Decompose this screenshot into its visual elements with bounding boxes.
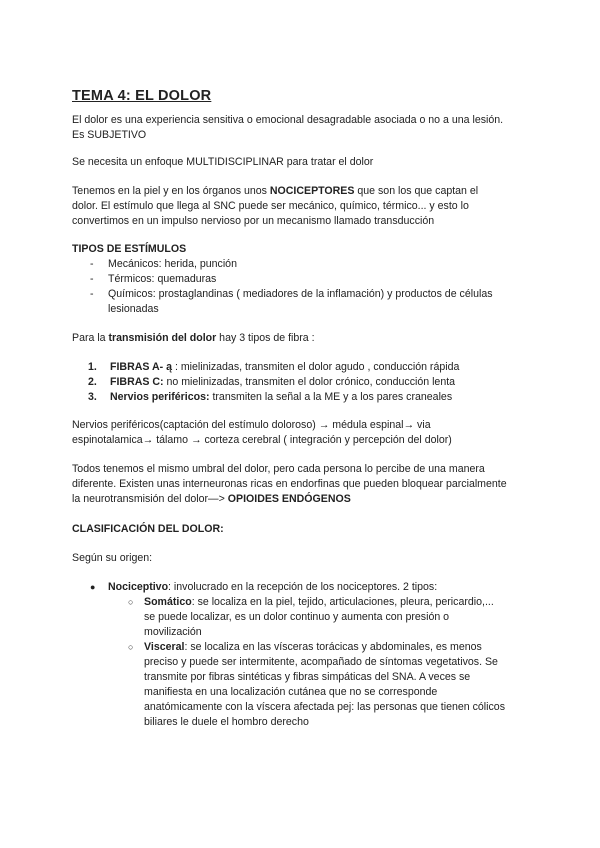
bold-term: FIBRAS C: [110, 376, 164, 388]
bold-term: Visceral [144, 641, 185, 653]
section-heading: TIPOS DE ESTÍMULOS [72, 243, 187, 255]
tipos-estimulos-section [72, 242, 542, 317]
text: Para la [72, 332, 109, 344]
number-marker: 3. [88, 391, 97, 403]
item-line: anatómicamente con la víscera afectada pej: las personas que tienen cólicos [144, 701, 505, 713]
item-line: transmite por fibras sintéticas y fibras simpáticas del SNA. A veces se [144, 671, 471, 683]
item-text: Térmicos: quemaduras [108, 273, 217, 285]
via-paragraph [72, 418, 542, 448]
item-line: manifiesta en una localización cutánea que no se corresponde [144, 686, 438, 698]
segun-origen: Según su origen: [72, 552, 153, 564]
bold-term: transmisión del dolor [108, 332, 217, 344]
item-line: se puede localizar, es un dolor continuo y aumenta con presión o [144, 611, 450, 623]
bold-term: Nociceptivo [108, 581, 169, 593]
number-marker: 1. [88, 361, 97, 373]
bold-term: FIBRAS A- ą [110, 361, 172, 373]
item-line [144, 595, 542, 610]
paragraph-line [72, 184, 542, 199]
circle-marker: ○ [128, 597, 134, 607]
text: la neurotransmisión del dolor—> [72, 493, 228, 505]
item-text: Mecánicos: herida, punción [108, 258, 237, 270]
clasificacion-heading: CLASIFICACIÓN DEL DOLOR: [72, 523, 224, 535]
nociceptores-paragraph [72, 184, 542, 229]
item-line: preciso y puede ser intermitente, acompañado de síntomas vegetativos. Se [144, 656, 498, 668]
bold-term: Somático [144, 596, 192, 608]
item-text: Químicos: prostaglandinas ( mediadores de la inflamación) y productos de células [108, 288, 493, 300]
paragraph-line: Todos tenemos el mismo umbral del dolor, pero cada persona lo percibe de una manera [72, 463, 485, 475]
text: hay 3 tipos de fibra : [216, 332, 315, 344]
fibras-section [72, 360, 542, 405]
page-title: TEMA 4: EL DOLOR [72, 88, 212, 104]
intro-line: Es SUBJETIVO [72, 129, 147, 141]
circle-marker: ○ [128, 642, 134, 652]
multidisciplinar-paragraph: Se necesita un enfoque MULTIDISCIPLINAR para tratar el dolor [72, 156, 374, 168]
fibras-list [72, 360, 542, 405]
list-item [72, 375, 542, 390]
intro-line: El dolor es una experiencia sensitiva o emocional desagradable asociada o no a una lesión. [72, 114, 504, 126]
umbral-paragraph [72, 462, 542, 507]
item-line [144, 640, 542, 655]
bold-term: Nervios periféricos: [110, 391, 210, 403]
list-item [72, 257, 542, 272]
list-item [72, 640, 542, 730]
intro-paragraph [72, 113, 542, 143]
list-item [72, 272, 542, 287]
dash-marker: - [90, 273, 94, 285]
item-text: transmiten la señal a la ME y a los pares craneales [209, 391, 453, 403]
bullet-marker: ● [90, 582, 96, 592]
dash-marker: - [90, 288, 94, 300]
list-item [72, 580, 542, 595]
paragraph-line: diferente. Existen unas interneuronas ricas en endorfinas que pueden bloquear parcialmente [72, 478, 507, 490]
paragraph-line [72, 492, 542, 507]
item-text: no mielinizadas, transmiten el dolor crónico, conducción lenta [163, 376, 456, 388]
paragraph-line: dolor. El estímulo que llega al SNC puede ser mecánico, químico, térmico... y esto lo [72, 200, 469, 212]
bold-term: NOCICEPTORES [269, 185, 355, 197]
text: Tenemos en la piel y en los órganos unos [72, 185, 270, 197]
item-line: movilización [144, 626, 202, 638]
text: que son los que captan el [354, 185, 479, 197]
bold-term: OPIOIDES ENDÓGENOS [227, 493, 351, 505]
list-item [72, 390, 542, 405]
paragraph-line: Nervios periféricos(captación del estímulo doloroso) → médula espinal→ via [72, 419, 431, 431]
number-marker: 2. [88, 376, 97, 388]
item-line: biliares le duele el hombro derecho [144, 716, 309, 728]
clasificacion-list [72, 580, 542, 730]
item-text: : involucrado en la recepción de los nociceptores. 2 tipos: [168, 581, 438, 593]
list-item [72, 287, 542, 317]
nociceptivo-subtypes [72, 595, 542, 730]
origen-list [72, 580, 542, 595]
item-text: : mielinizadas, transmiten el dolor agudo , conducción rápida [172, 361, 460, 373]
list-item [72, 595, 542, 640]
estimulos-list [72, 257, 542, 317]
item-text: : se localiza en la piel, tejido, articulaciones, pleura, pericardio,... [191, 596, 494, 608]
paragraph-line: espinotalamica→ tálamo → corteza cerebral ( integración y percepción del dolor) [72, 434, 452, 446]
dash-marker: - [90, 258, 94, 270]
item-text: lesionadas [108, 303, 159, 315]
item-text: : se localiza en las vísceras torácicas y abdominales, es menos [184, 641, 482, 653]
list-item [72, 360, 542, 375]
paragraph-line: convertimos en un impulso nervioso por un mecanismo llamado transducción [72, 215, 435, 227]
transmision-paragraph [72, 331, 542, 346]
